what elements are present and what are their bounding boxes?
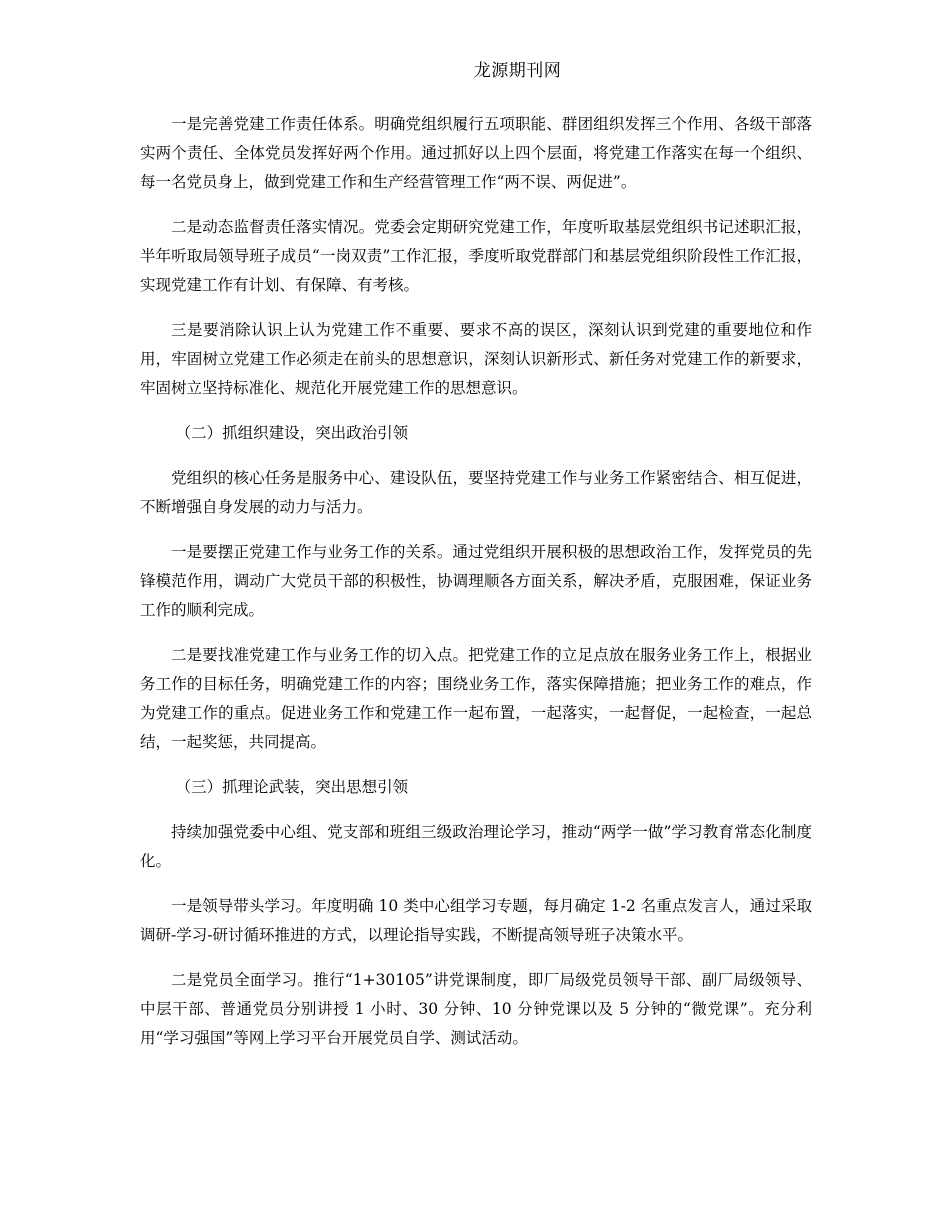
paragraph: 一是领导带头学习。年度明确 10 类中心组学习专题，每月确定 1-2 名重点发言人，通过采取调研-学习-研讨循环推进的方式，以理论指导实践，不断提高领导班子决策水平。 xyxy=(140,897,812,944)
paragraph: 二是动态监督责任落实情况。党委会定期研究党建工作，年度听取基层党组织书记述职汇报，半年听取局领导班子成员“一岗双责”工作汇报，季度听取党群部门和基层党组织阶段性工作汇报，实现党建工作有计划、有保障、有考核。 xyxy=(140,218,812,294)
paragraph: 三是要消除认识上认为党建工作不重要、要求不高的误区，深刻认识到党建的重要地位和作用，牢固树立党建工作必须走在前头的思想意识，深刻认识新形式、新任务对党建工作的新要求，牢固树立坚持标准化、规范化开展党建工作的思想意识。 xyxy=(140,321,812,397)
paragraph: 一是完善党建工作责任体系。明确党组织履行五项职能、群团组织发挥三个作用、各级干部落实两个责任、全体党员发挥好两个作用。通过抓好以上四个层面，将党建工作落实在每一个组织、每一名党员身上，做到党建工作和生产经营管理工作“两不误、两促进”。 xyxy=(140,115,812,191)
paragraph: 一是要摆正党建工作与业务工作的关系。通过党组织开展积极的思想政治工作，发挥党员的先锋模范作用，调动广大党员干部的积极性，协调理顺各方面关系，解决矛盾，克服困难，保证业务工作的顺利完成。 xyxy=(140,543,812,619)
section-heading: （三）抓理论武装，突出思想引领 xyxy=(175,778,409,796)
section-heading: （二）抓组织建设，突出政治引领 xyxy=(175,424,409,442)
article-body xyxy=(140,110,812,1069)
paragraph: 二是党员全面学习。推行“1+30105”讲党课制度，即厂局级党员领导干部、副厂局级领导、中层干部、普通党员分别讲授 1 小时、30 分钟、10 分钟党课以及 5 分钟的“微党课”。充分利用“学习强国”等网上学习平台开展党员自学、测试活动。 xyxy=(140,971,812,1047)
paragraph: 持续加强党委中心组、党支部和班组三级政治理论学习，推动“两学一做”学习教育常态化制度化。 xyxy=(140,823,812,870)
paragraph: 二是要找准党建工作与业务工作的切入点。把党建工作的立足点放在服务业务工作上，根据业务工作的目标任务，明确党建工作的内容；围绕业务工作，落实保障措施；把业务工作的难点，作为党建工作的重点。促进业务工作和党建工作一起布置，一起落实，一起督促，一起检查，一起总结，一起奖惩，共同提高。 xyxy=(140,646,812,751)
page-header-site-name: 龙源期刊网 xyxy=(473,61,562,81)
paragraph: 党组织的核心任务是服务中心、建设队伍，要坚持党建工作与业务工作紧密结合、相互促进，不断增强自身发展的动力与活力。 xyxy=(140,469,812,516)
